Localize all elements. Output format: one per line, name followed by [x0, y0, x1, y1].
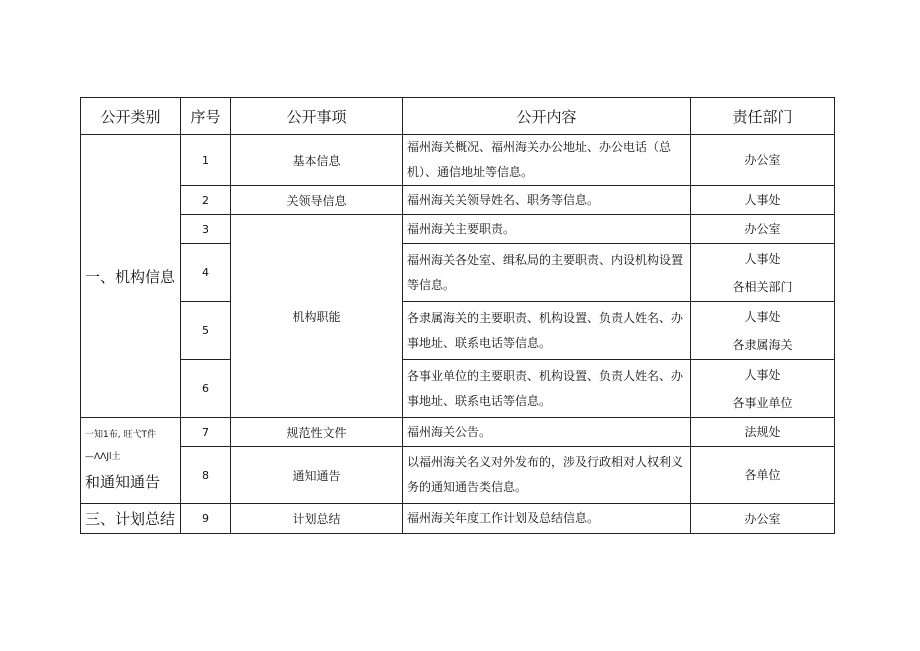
row-department: 人事处 — [691, 186, 835, 215]
row-content: 福州海关概况、福州海关办公地址、办公电话（总机）、通信地址等信息。 — [403, 135, 691, 186]
header-content: 公开内容 — [403, 98, 691, 135]
row-number: 8 — [181, 447, 231, 504]
row-number: 1 — [181, 135, 231, 186]
row-content: 福州海关主要职责。 — [403, 215, 691, 244]
row-content: 各隶属海关的主要职责、机构设置、负责人姓名、办事地址、联系电话等信息。 — [403, 302, 691, 360]
category-cell — [81, 418, 181, 504]
row-content: 福州海关关领导姓名、职务等信息。 — [403, 186, 691, 215]
category-cell: 三、计划总结 — [81, 504, 181, 534]
table-row — [81, 135, 835, 186]
category-fragment: 一知1布, 旺弋T件 — [85, 430, 156, 440]
row-content: 福州海关公告。 — [403, 418, 691, 447]
row-department: 办公室 — [691, 504, 835, 534]
row-department: 人事处 各隶属海关 — [691, 302, 835, 360]
row-item: 机构职能 — [231, 215, 403, 418]
header-row — [81, 98, 835, 135]
table-row — [81, 186, 835, 215]
row-item: 基本信息 — [231, 135, 403, 186]
header-category: 公开类别 — [81, 98, 181, 135]
disclosure-table — [80, 97, 835, 534]
table-row — [81, 447, 835, 504]
row-department: 人事处 各相关部门 — [691, 244, 835, 302]
row-department: 人事处 各事业单位 — [691, 360, 835, 418]
row-number: 2 — [181, 186, 231, 215]
table-row — [81, 215, 835, 244]
header-number: 序号 — [181, 98, 231, 135]
row-number: 5 — [181, 302, 231, 360]
table-row — [81, 360, 835, 418]
header-item: 公开事项 — [231, 98, 403, 135]
row-content: 福州海关各处室、缉私局的主要职责、内设机构设置等信息。 — [403, 244, 691, 302]
category-cell: 一、机构信息 — [81, 135, 181, 418]
table-row — [81, 504, 835, 534]
row-number: 9 — [181, 504, 231, 534]
row-department: 办公室 — [691, 215, 835, 244]
row-content: 各事业单位的主要职责、机构设置、负责人姓名、办事地址、联系电话等信息。 — [403, 360, 691, 418]
row-department: 法规处 — [691, 418, 835, 447]
category-fragment: —ΛΛJl土 — [85, 452, 121, 462]
row-item: 计划总结 — [231, 504, 403, 534]
row-number: 7 — [181, 418, 231, 447]
row-item: 关领导信息 — [231, 186, 403, 215]
row-department: 办公室 — [691, 135, 835, 186]
table-row — [81, 418, 835, 447]
row-number: 4 — [181, 244, 231, 302]
row-content: 以福州海关名义对外发布的，涉及行政相对人权利义务的通知通告类信息。 — [403, 447, 691, 504]
row-number: 6 — [181, 360, 231, 418]
table-row — [81, 244, 835, 302]
row-content: 福州海关年度工作计划及总结信息。 — [403, 504, 691, 534]
table-row — [81, 302, 835, 360]
category-label: 和通知通告 — [85, 473, 161, 491]
row-number: 3 — [181, 215, 231, 244]
row-department: 各单位 — [691, 447, 835, 504]
header-department: 责任部门 — [691, 98, 835, 135]
row-item: 通知通告 — [231, 447, 403, 504]
row-item: 规范性文件 — [231, 418, 403, 447]
